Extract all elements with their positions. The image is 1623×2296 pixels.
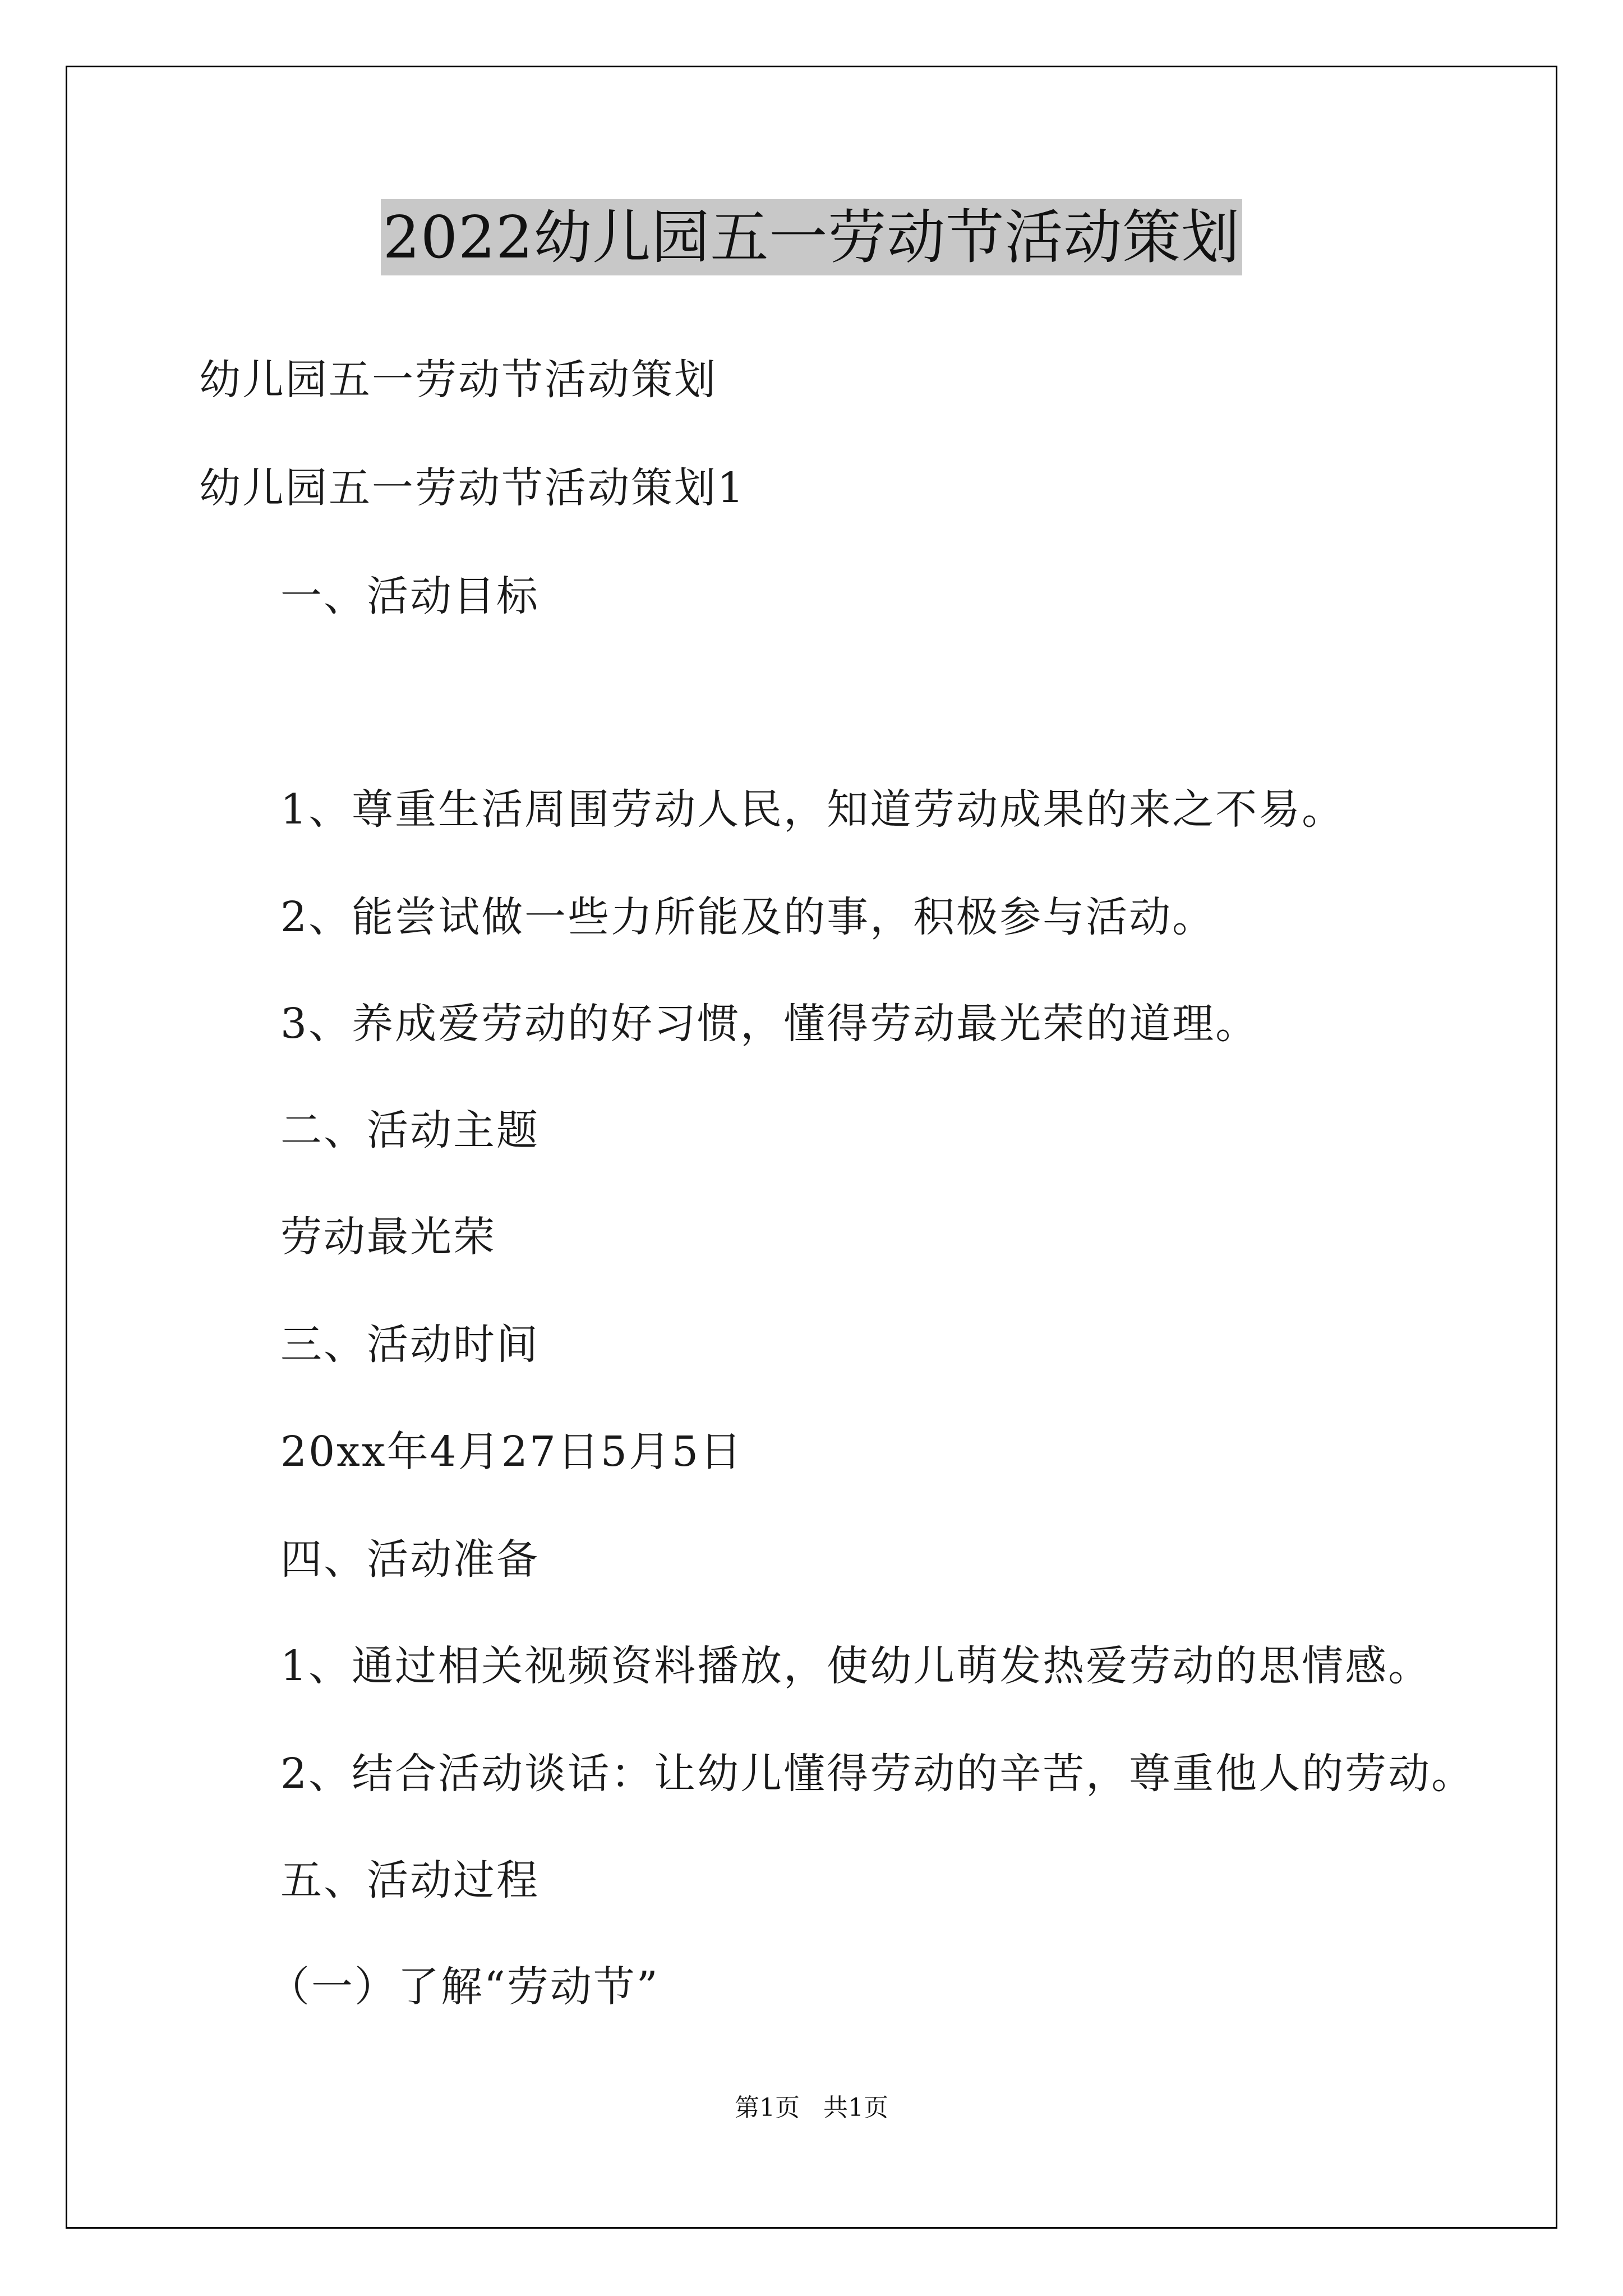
paragraph: 2、结合活动谈话：让幼儿懂得劳动的辛苦，尊重他人的劳动。 [280,1750,1475,1798]
paragraph: 1、尊重生活周围劳动人民，知道劳动成果的来之不易。 [280,785,1345,834]
page-footer [0,2091,1623,2125]
paragraph: 三、活动时间 [280,1320,540,1369]
paragraph: 1、通过相关视频资料播放，使幼儿萌发热爱劳动的思情感。 [280,1642,1432,1690]
subtitle: 幼儿园五一劳动节活动策划 [199,356,717,404]
paragraph: 一、活动目标 [280,572,540,620]
paragraph: 四、活动准备 [280,1535,540,1584]
section-title: 幼儿园五一劳动节活动策划1 [199,464,746,512]
paragraph: 劳动最光荣 [280,1213,496,1261]
document-title: 2022幼儿园五一劳动节活动策划 [381,199,1243,275]
page-total: 共1页 [823,2093,888,2122]
title-container [0,199,1623,275]
paragraph: 3、养成爱劳动的好习惯，懂得劳动最光荣的道理。 [280,1000,1259,1048]
page-number: 第1页 [735,2093,800,2122]
paragraph: 五、活动过程 [280,1856,540,1904]
paragraph: 2、能尝试做一些力所能及的事，积极参与活动。 [280,893,1216,941]
paragraph: （一）了解“劳动节” [268,1963,660,2011]
paragraph: 20xx年4月27日5月5日 [280,1428,744,1476]
paragraph: 二、活动主题 [280,1106,540,1154]
